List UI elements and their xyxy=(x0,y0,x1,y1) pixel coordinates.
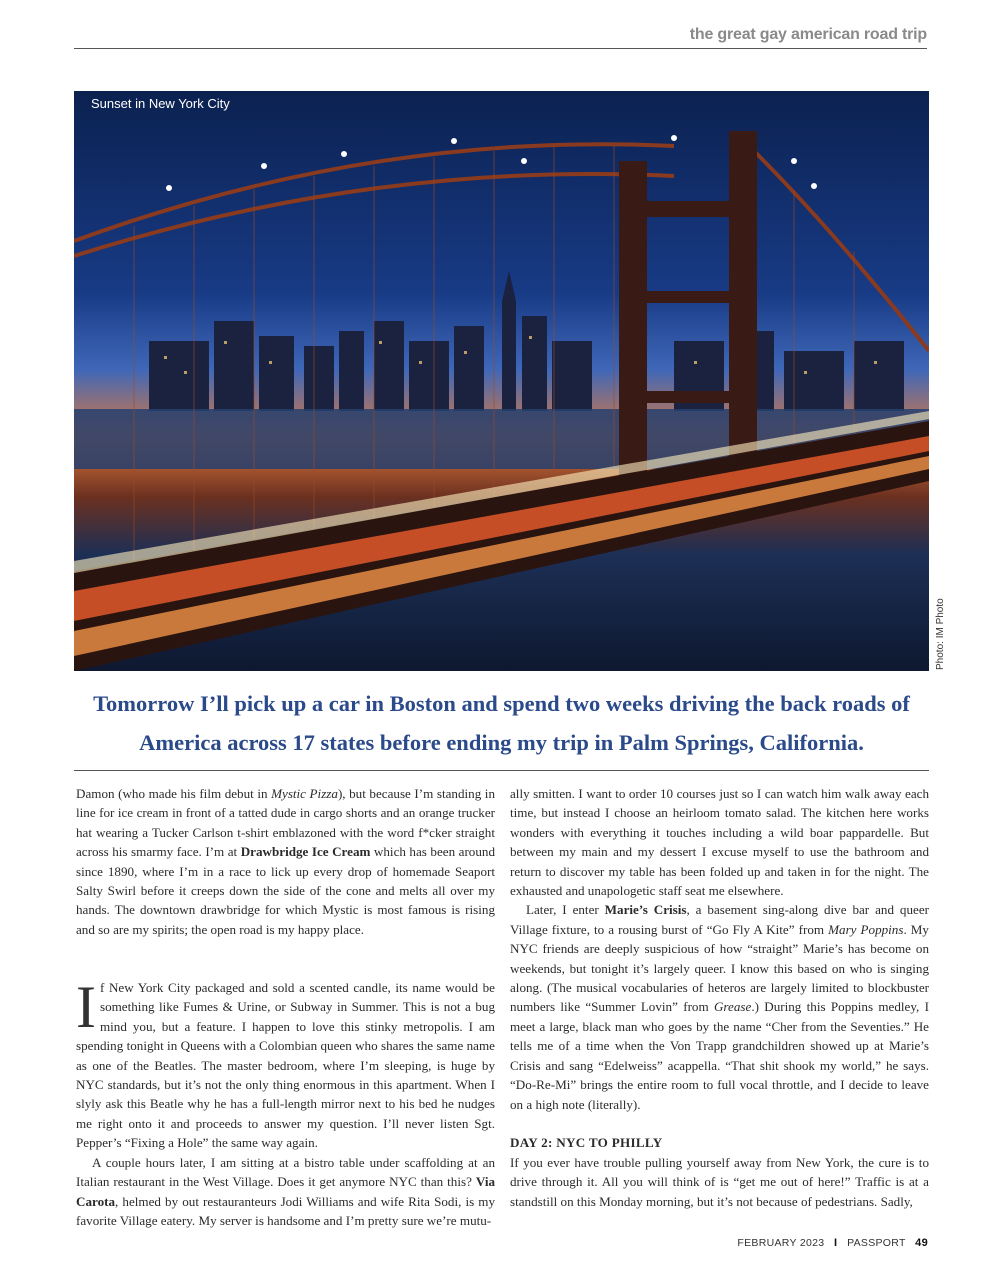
divider xyxy=(74,770,929,771)
bridge-photo xyxy=(74,91,929,671)
paragraph: If you ever have trouble pulling yourself away from New York, the cure is to drive through it. All you will think of is “get me out of here!” Traffic is at a standstill on this Monday morning, but it’s not because of pedestrians. Sadly, xyxy=(510,1154,929,1209)
paragraph: Damon (who made his film debut in Mystic Pizza), but because I’m standing in line for ice cream in front of a tatted dude in cargo shorts and an orange trucker hat wearing a Tucker Carlson t-shirt emblazoned with the word f*cker straight across his smarmy face. I’m at Drawbridge Ice Cream which has been around since 1890, where I’m in a race to lick up every drop of homemade Seaport Salty Swirl before it creeps down the side of the cone and melts all over my hands. The downtown drawbridge for which Mystic is most famous is rising and so are my spirits; the open road is my happy place. xyxy=(76,786,495,937)
section-subhead: DAY 2: NYC TO PHILLY xyxy=(510,1135,663,1151)
right-column xyxy=(510,784,929,1211)
pull-quote: Tomorrow I’ll pick up a car in Boston and spend two weeks driving the back roads of America across 17 states before ending my trip in Palm Springs, California. xyxy=(93,691,910,755)
paragraph: Later, I enter Marie’s Crisis, a basement sing-along dive bar and queer Village fixture, to a rousing burst of “Go Fly A Kite” from Mary Poppins. My NYC friends are deeply suspicious of how “straight” Marie’s has become on weekends, but tonight it’s largely queer. I know this based on who is singing along. (The musical vocabularies of heteros are largely limited to blockbuster numbers like “Summer Lovin” from Grease.) During this Poppins medley, I meet a large, black man who goes by the name “Cher from the Seventies.” He tells me of a time when the Von Trapp grandchildren showed up at Marie’s Crisis and sang “Edelweiss” acappella. “That shit shook my world,” he says. “Do-Re-Mi” brings the entire room to full vocal throttle, and I decide to leave on a high note (literally). xyxy=(510,902,929,1112)
paragraph: If New York City packaged and sold a scented candle, its name would be something like Fumes & Urine, or Subway in Summer. This is not a bug mind you, but a feature. I happen to love this stinky metropolis. I am spending tonight in Queens with a Colombian queen who shares the same name as one of the Beatles. The master bedroom, where I’m sleeping, is huge by NYC standards, but it’s not the only thing enormous in this apartment. When I slyly ask this Beatle why he has a full-length mirror next to his bed he nudges me right onto it and proceeds to answer my question. I’ll never listen Sgt. Pepper’s “Fixing a Hole” the same way again. xyxy=(76,974,495,1151)
bridge-illustration xyxy=(74,91,929,671)
running-header xyxy=(74,24,927,49)
magazine-name: PASSPORT xyxy=(847,1237,906,1249)
photo-caption: Sunset in New York City xyxy=(91,96,230,111)
issue-date: FEBRUARY 2023 xyxy=(737,1237,825,1249)
skyline xyxy=(149,271,904,411)
suspension-cables xyxy=(74,144,929,351)
drop-cap: I xyxy=(76,974,96,1041)
paragraph: ally smitten. I want to order 10 courses just so I can watch him walk away each time, but instead I choose an heirloom tomato salad. The kitchen here works wonders with everything it touches including a wild boar pappardelle. But between my main and my dessert I excuse myself to use the bathroom and return to discover my table has been folded up and taken in for the night. The exhausted and unapologetic staff seat me elsewhere. xyxy=(510,786,929,899)
paragraph: A couple hours later, I am sitting at a bistro table under scaffolding at an Italian restaurant in the West Village. Does it get anymore NYC than this? Via Carota, helmed by out restauranteurs Jodi Williams and wife Rita Sodi, is my favorite Village eatery. My server is handsome and I’m pretty sure we’re mutu- xyxy=(76,1154,495,1228)
page-number: 49 xyxy=(915,1237,928,1249)
left-column xyxy=(76,784,495,1230)
footer-separator: I xyxy=(834,1237,838,1249)
running-title: the great gay american road trip xyxy=(689,26,927,43)
photo-credit: Photo: IM Photo xyxy=(935,598,946,670)
page-footer xyxy=(737,1237,928,1249)
